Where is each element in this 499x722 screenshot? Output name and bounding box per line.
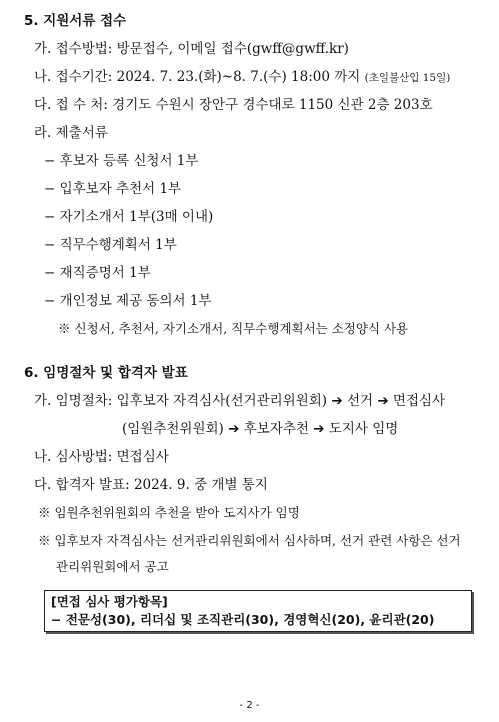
section-5-item-ga: 가. 접수방법: 방문접수, 이메일 접수(gwff@gwff.kr)	[34, 41, 349, 57]
evaluation-box-items: − 전문성(30), 리더십 및 조직관리(30), 경영혁신(20), 윤리관(20)	[51, 612, 435, 627]
section-6-item-da: 다. 합격자 발표: 2024. 9. 중 개별 통지	[34, 477, 268, 493]
section-6-heading: 6. 임명절차 및 합격자 발표	[24, 365, 188, 381]
document-list-item: − 자기소개서 1부(3매 이내)	[44, 209, 214, 225]
document-list-item: − 개인정보 제공 동의서 1부	[44, 293, 212, 309]
section-6-note-2-line1: ※ 입후보자 자격심사는 선거관리위원회에서 심사하며, 선거 관련 사항은 선거	[38, 533, 461, 548]
evaluation-criteria-box	[44, 590, 472, 632]
document-list-item: − 직무수행계획서 1부	[44, 237, 177, 253]
section-6-item-na: 나. 심사방법: 면접심사	[34, 449, 169, 465]
section-5-heading: 5. 지원서류 접수	[24, 13, 127, 29]
section-5-item-da: 다. 접 수 처: 경기도 수원시 장안구 경수대로 1150 신관 2층 203호	[34, 97, 433, 113]
evaluation-box-title: [면접 심사 평가항목]	[51, 594, 168, 609]
section-5-note: ※ 신청서, 추천서, 자기소개서, 직무수행계획서는 소정양식 사용	[58, 321, 409, 336]
section-6-note-1: ※ 임원추천위원회의 추천을 받아 도지사가 임명	[38, 505, 300, 520]
section-6-item-ga-line1: 가. 임명절차: 입후보자 자격심사(선거관리위원회) ➔ 선거 ➔ 면접심사	[34, 393, 446, 409]
application-period-note: (초일불산입 15일)	[364, 72, 451, 84]
document-list-item: − 후보자 등록 신청서 1부	[44, 153, 199, 169]
section-6-note-2-line2: 관리위원회에서 공고	[56, 559, 169, 574]
document-list-item: − 입후보자 추천서 1부	[44, 181, 182, 197]
page-number: - 2 -	[239, 700, 260, 711]
application-period: 나. 접수기간: 2024. 7. 23.(화)~8. 7.(수) 18:00 까지	[34, 69, 361, 85]
section-6-item-ga-line2: (임원추천위원회) ➔ 후보자추천 ➔ 도지사 임명	[122, 421, 399, 437]
section-5-item-ra: 라. 제출서류	[34, 125, 108, 141]
section-5-item-na	[34, 68, 450, 87]
document-list-item: − 재직증명서 1부	[44, 265, 151, 281]
